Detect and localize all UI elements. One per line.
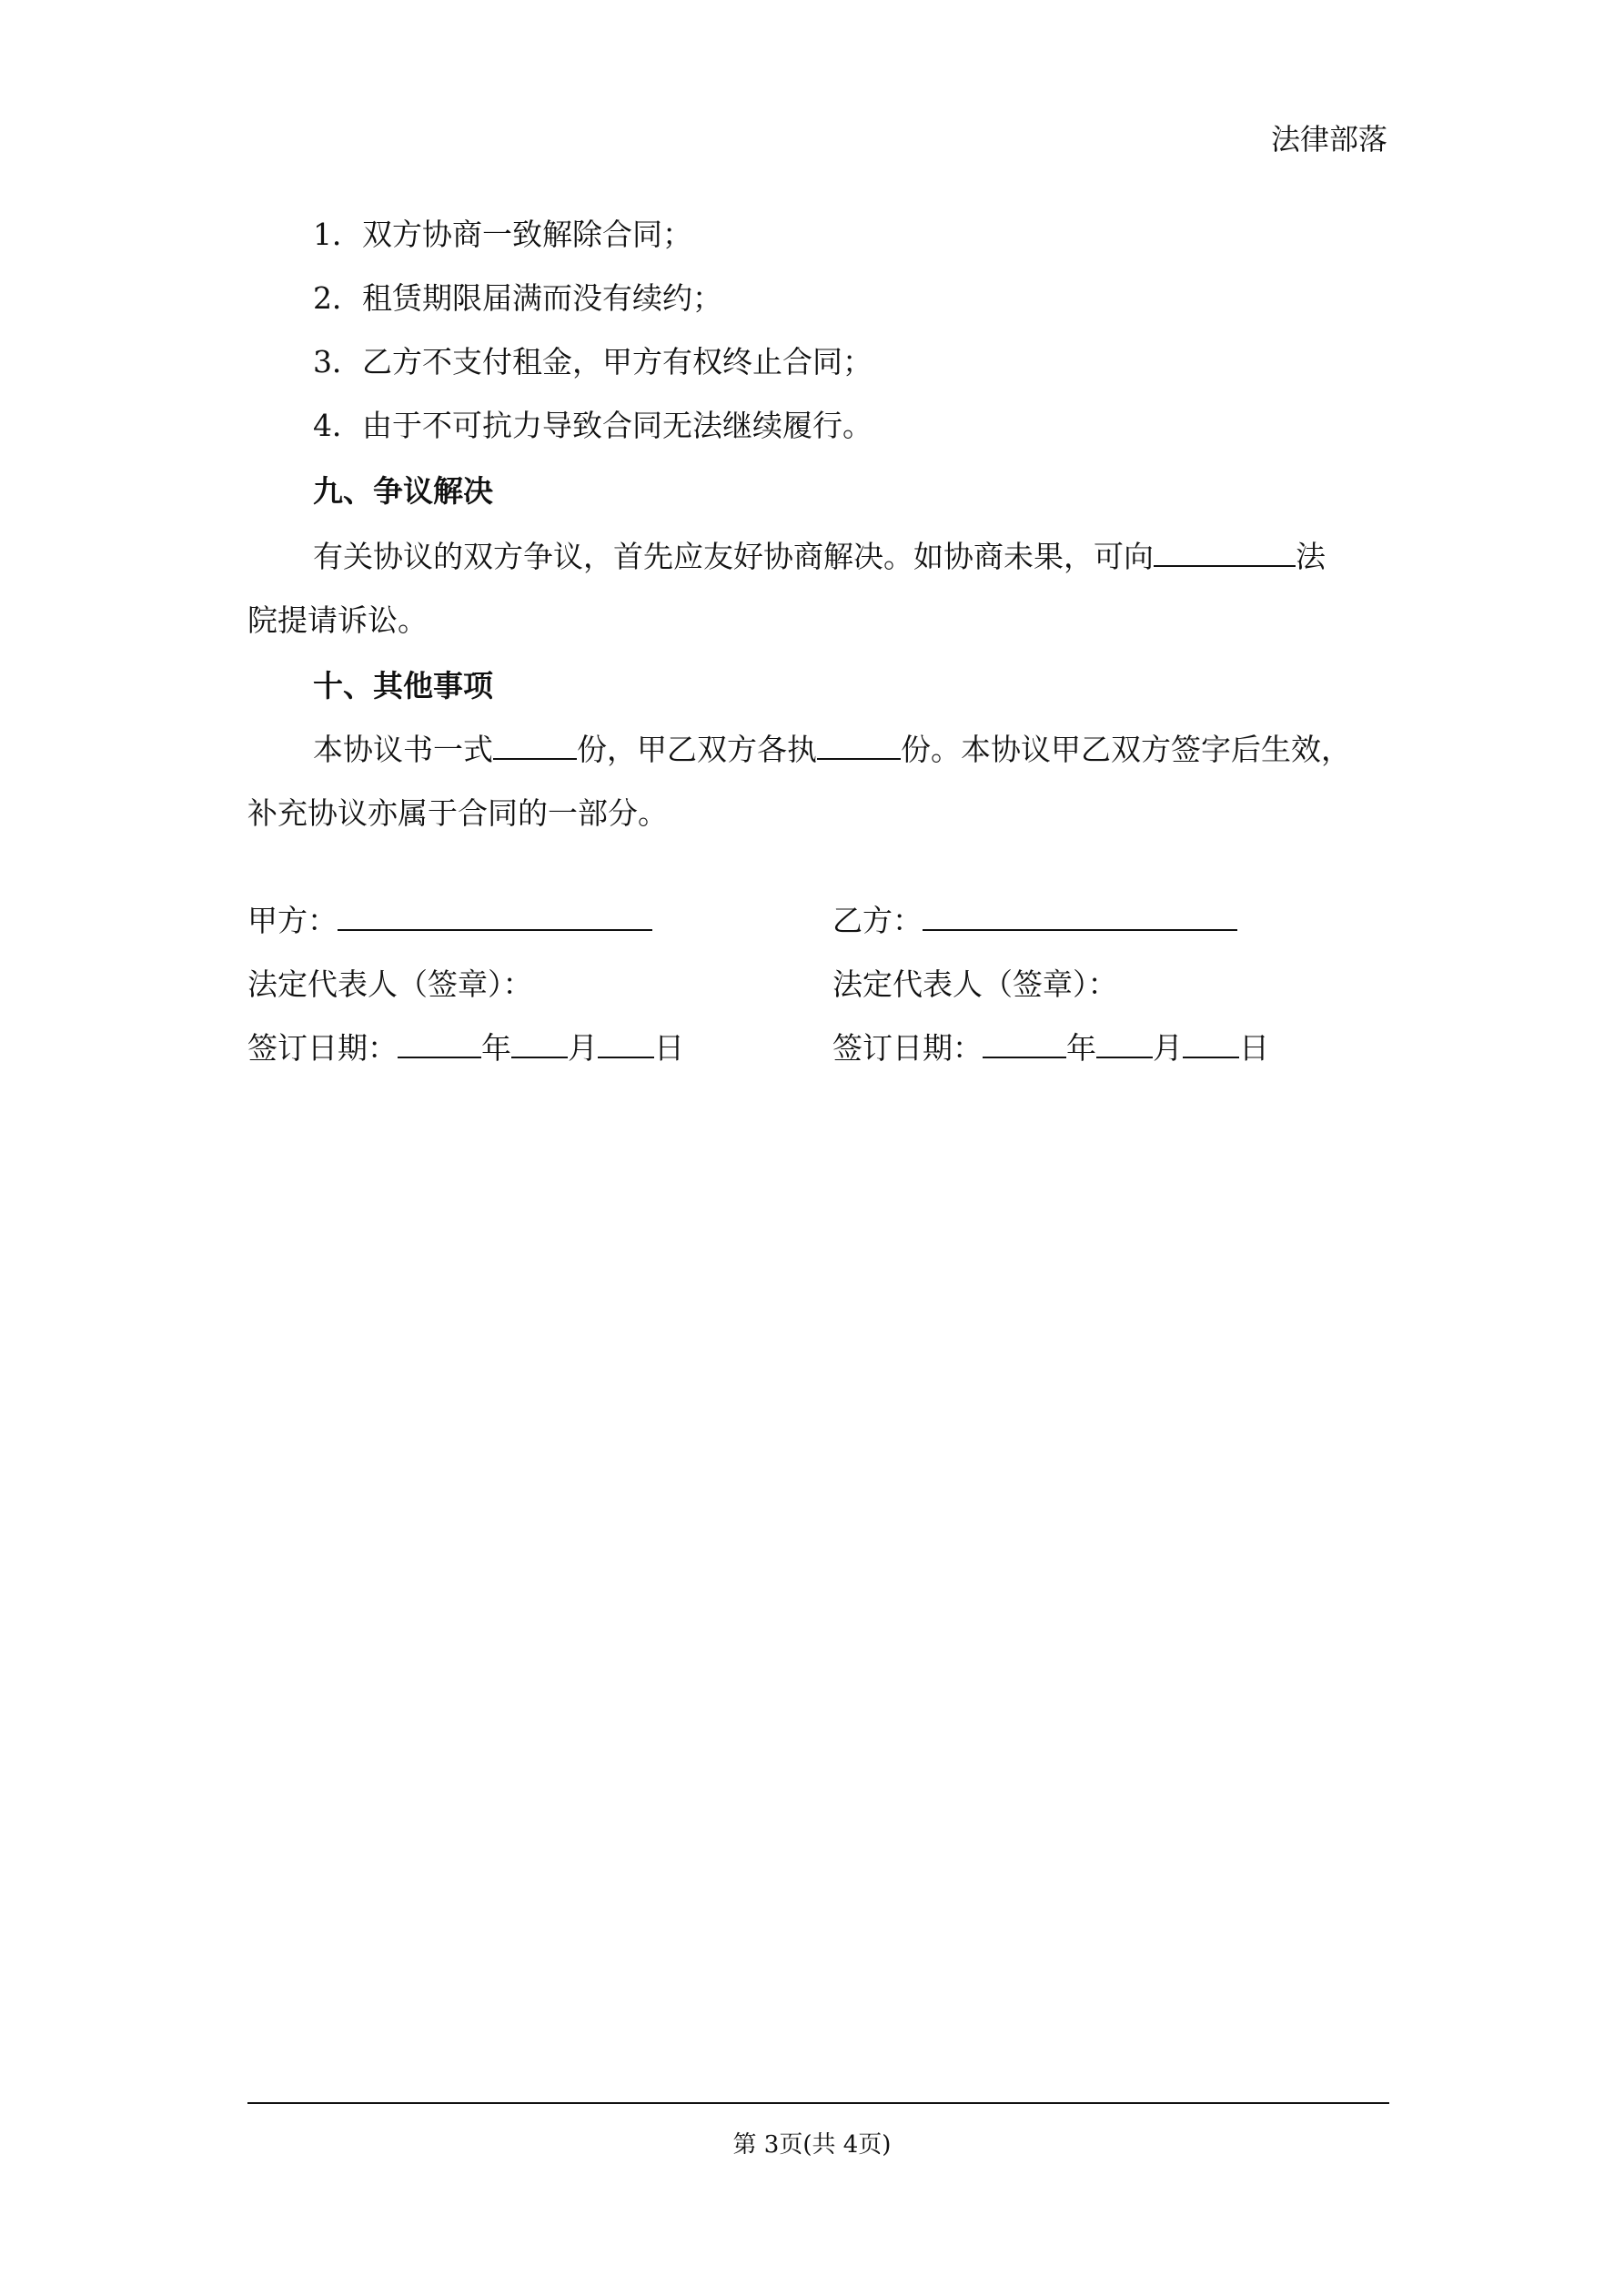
party-a-month-blank[interactable] [511,1029,568,1058]
section10-part2: 份，甲乙双方各执 [577,732,817,767]
header-brand: 法律部落 [1270,122,1387,157]
party-b-day-blank[interactable] [1183,1029,1239,1058]
party-a-rep-label: 法定代表人（签章）： [247,966,533,1002]
termination-item-1: 1．双方协商一致解除合同； [313,217,692,252]
party-b-name-blank[interactable] [923,902,1237,931]
party-b-date-label: 签订日期： [832,1030,983,1066]
party-a-date-row [247,1025,684,1067]
section9-text: 有关协议的双方争议，首先应友好协商解决。如协商未果，可向 [313,539,1154,574]
section10-paragraph-line1 [247,726,1455,769]
section10-paragraph-line2: 补充协议亦属于合同的一部分。 [247,795,668,831]
party-a-row [247,897,652,940]
party-b-date-row [832,1025,1269,1067]
termination-item-4: 4．由于不可抗力导致合同无法继续履行。 [313,408,873,443]
party-a-date-label: 签订日期： [247,1030,398,1066]
party-b-year-blank[interactable] [983,1029,1066,1058]
copies-each-blank[interactable] [817,731,901,760]
footer-divider [247,2102,1389,2104]
party-a-year-label: 年 [481,1030,511,1066]
section9-text-after: 法 [1296,539,1326,574]
termination-item-3: 3．乙方不支付租金，甲方有权终止合同； [313,344,873,379]
termination-item-2: 2．租赁期限届满而没有续约； [313,280,722,316]
section10-part1: 本协议书一式 [313,732,493,767]
party-b-rep-label: 法定代表人（签章）： [832,966,1118,1002]
party-a-day-blank[interactable] [598,1029,654,1058]
court-name-blank[interactable] [1154,538,1296,567]
party-b-month-label: 月 [1153,1030,1183,1066]
section9-heading: 九、争议解决 [313,473,493,509]
section10-part3: 份。本协议甲乙双方签字后生效， [901,732,1351,767]
party-a-day-label: 日 [654,1030,684,1066]
party-a-year-blank[interactable] [398,1029,481,1058]
party-a-month-label: 月 [568,1030,598,1066]
section10-heading: 十、其他事项 [313,668,493,703]
page-number: 第 3页(共 4页) [732,2131,892,2159]
party-a-label: 甲方： [247,903,338,938]
party-b-month-blank[interactable] [1096,1029,1153,1058]
party-a-name-blank[interactable] [338,902,652,931]
party-b-row [832,897,1237,940]
copies-total-blank[interactable] [493,731,577,760]
party-b-year-label: 年 [1066,1030,1096,1066]
section9-paragraph-line1 [247,533,1455,576]
section9-paragraph-line2: 院提请诉讼。 [247,602,428,638]
party-b-label: 乙方： [832,903,923,938]
party-b-day-label: 日 [1239,1030,1269,1066]
